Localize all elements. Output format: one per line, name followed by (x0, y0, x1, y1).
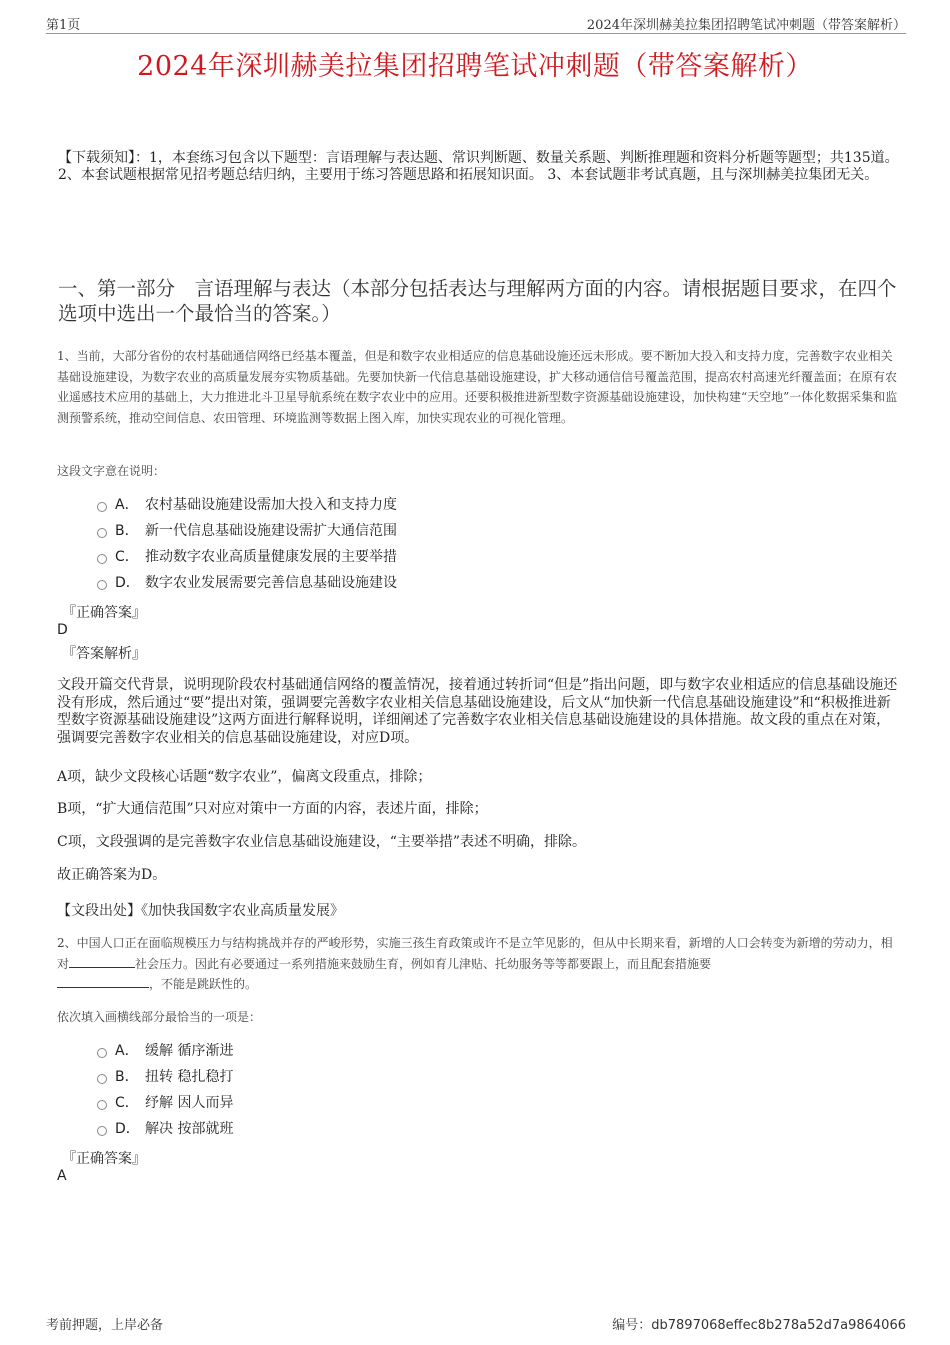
question-2-options (95, 1038, 233, 1142)
radio-icon[interactable] (97, 1100, 107, 1110)
radio-icon[interactable] (97, 1048, 107, 1058)
text-source: 【文段出处】《加快我国数字农业高质量发展》 (57, 903, 344, 919)
option-b[interactable]: B． 扭转 稳扎稳打 (95, 1064, 233, 1090)
analysis-label: 『答案解析』 (62, 646, 146, 662)
radio-icon[interactable] (97, 554, 107, 564)
option-a[interactable]: A． 缓解 循序渐进 (95, 1038, 233, 1064)
option-d[interactable]: D． 解决 按部就班 (95, 1116, 233, 1142)
question-1-prompt: 这段文字意在说明： (57, 464, 166, 478)
question-1-options (95, 492, 397, 596)
radio-icon[interactable] (97, 580, 107, 590)
question-2-text: 2、中国人口正在面临规模压力与结构挑战并存的严峻形势，实施三孩生育政策或许不是立竿见影的，但从中长期来看，新增的人口会转变为新增的劳动力，相对 社会压力。因此有必要通过一系列措施来鼓励生育，例如育儿津贴、托幼服务等等都要跟上，而且配套措施要 ，不能是跳跃性的。 (57, 936, 893, 991)
option-c[interactable]: C． 推动数字农业高质量健康发展的主要举措 (95, 544, 397, 570)
answer-label: 『正确答案』 (62, 1151, 146, 1167)
radio-icon[interactable] (97, 1126, 107, 1136)
header-page-number: 第1页 (46, 18, 81, 33)
analysis-conclusion: 故正确答案为D。 (57, 867, 167, 883)
analysis-option-a: A项，缺少文段核心话题“数字农业”，偏离文段重点，排除； (57, 769, 432, 785)
option-a[interactable]: A． 农村基础设施建设需加大投入和支持力度 (95, 492, 397, 518)
section-heading: 一、第一部分 言语理解与表达（本部分包括表达与理解两方面的内容。请根据题目要求，在四个选项中选出一个最恰当的答案。） (58, 277, 897, 325)
footer-slogan: 考前押题，上岸必备 (46, 1318, 164, 1333)
header-divider (46, 33, 906, 34)
answer-label: 『正确答案』 (62, 605, 146, 621)
header-doc-title: 2024年深圳赫美拉集团招聘笔试冲刺题（带答案解析） (586, 18, 906, 33)
download-notice: 【下载须知】：1，本套练习包含以下题型：言语理解与表达题、常识判断题、数量关系题、判断推理题和资料分析题等题型；共135道。 2、本套试题根据常见招考题总结归纳，主要用于练习答题思路和拓展知识面。 3、本套试题非考试真题，且与深圳赫美拉集团无关。 (58, 150, 899, 183)
radio-icon[interactable] (97, 1074, 107, 1084)
blank-2 (57, 975, 149, 988)
footer-code: 编号：db7897068effec8b278a52d7a9864066 (612, 1318, 906, 1333)
analysis-option-c: C项，文段强调的是完善数字农业信息基础设施建设，“主要举措”表述不明确，排除。 (57, 834, 587, 850)
analysis-option-b: B项，“扩大通信范围”只对应对策中一方面的内容，表述片面，排除； (57, 801, 488, 817)
answer-value: A (57, 1168, 67, 1184)
analysis-text: 文段开篇交代背景，说明现阶段农村基础通信网络的覆盖情况，接着通过转折词“但是”指出问题，即与数字农业相适应的信息基础设施还没有形成，然后通过“要”提出对策，强调要完善数字农业相关信息基础设施建设，后文从“加快新一代信息基础设施建设”和“积极推进新型数字资源基础设施建设”这两方面进行解释说明，详细阐述了完善数字农业相关信息基础设施建设的具体措施。故文段的重点在对策，强调要完善数字农业相关的信息基础设施建设，对应D项。 (57, 677, 898, 746)
question-2-prompt: 依次填入画横线部分最恰当的一项是： (57, 1010, 262, 1024)
radio-icon[interactable] (97, 528, 107, 538)
option-d[interactable]: D． 数字农业发展需要完善信息基础设施建设 (95, 570, 397, 596)
answer-value: D (57, 622, 68, 638)
blank-1 (69, 955, 135, 968)
option-b[interactable]: B． 新一代信息基础设施建设需扩大通信范围 (95, 518, 397, 544)
question-1-text: 1、当前，大部分省份的农村基础通信网络已经基本覆盖，但是和数字农业相适应的信息基础设施还远未形成。要不断加大投入和支持力度，完善数字农业相关基础设施建设，为数字农业的高质量发展夯实物质基础。先要加快新一代信息基础设施建设，扩大移动通信信号覆盖范围，提高农村高速光纤覆盖面；在原有农业遥感技术应用的基础上，大力推进北斗卫星导航系统在数字农业中的应用。还要积极推进新型数字资源基础设施建设，加快构建“天空地”一体化数据采集和监测预警系统，推动空间信息、农田管理、环境监测等数据上图入库，加快实现农业的可视化管理。 (57, 349, 898, 425)
option-c[interactable]: C． 纾解 因人而异 (95, 1090, 233, 1116)
page-title: 2024年深圳赫美拉集团招聘笔试冲刺题（带答案解析） (137, 51, 813, 82)
radio-icon[interactable] (97, 502, 107, 512)
